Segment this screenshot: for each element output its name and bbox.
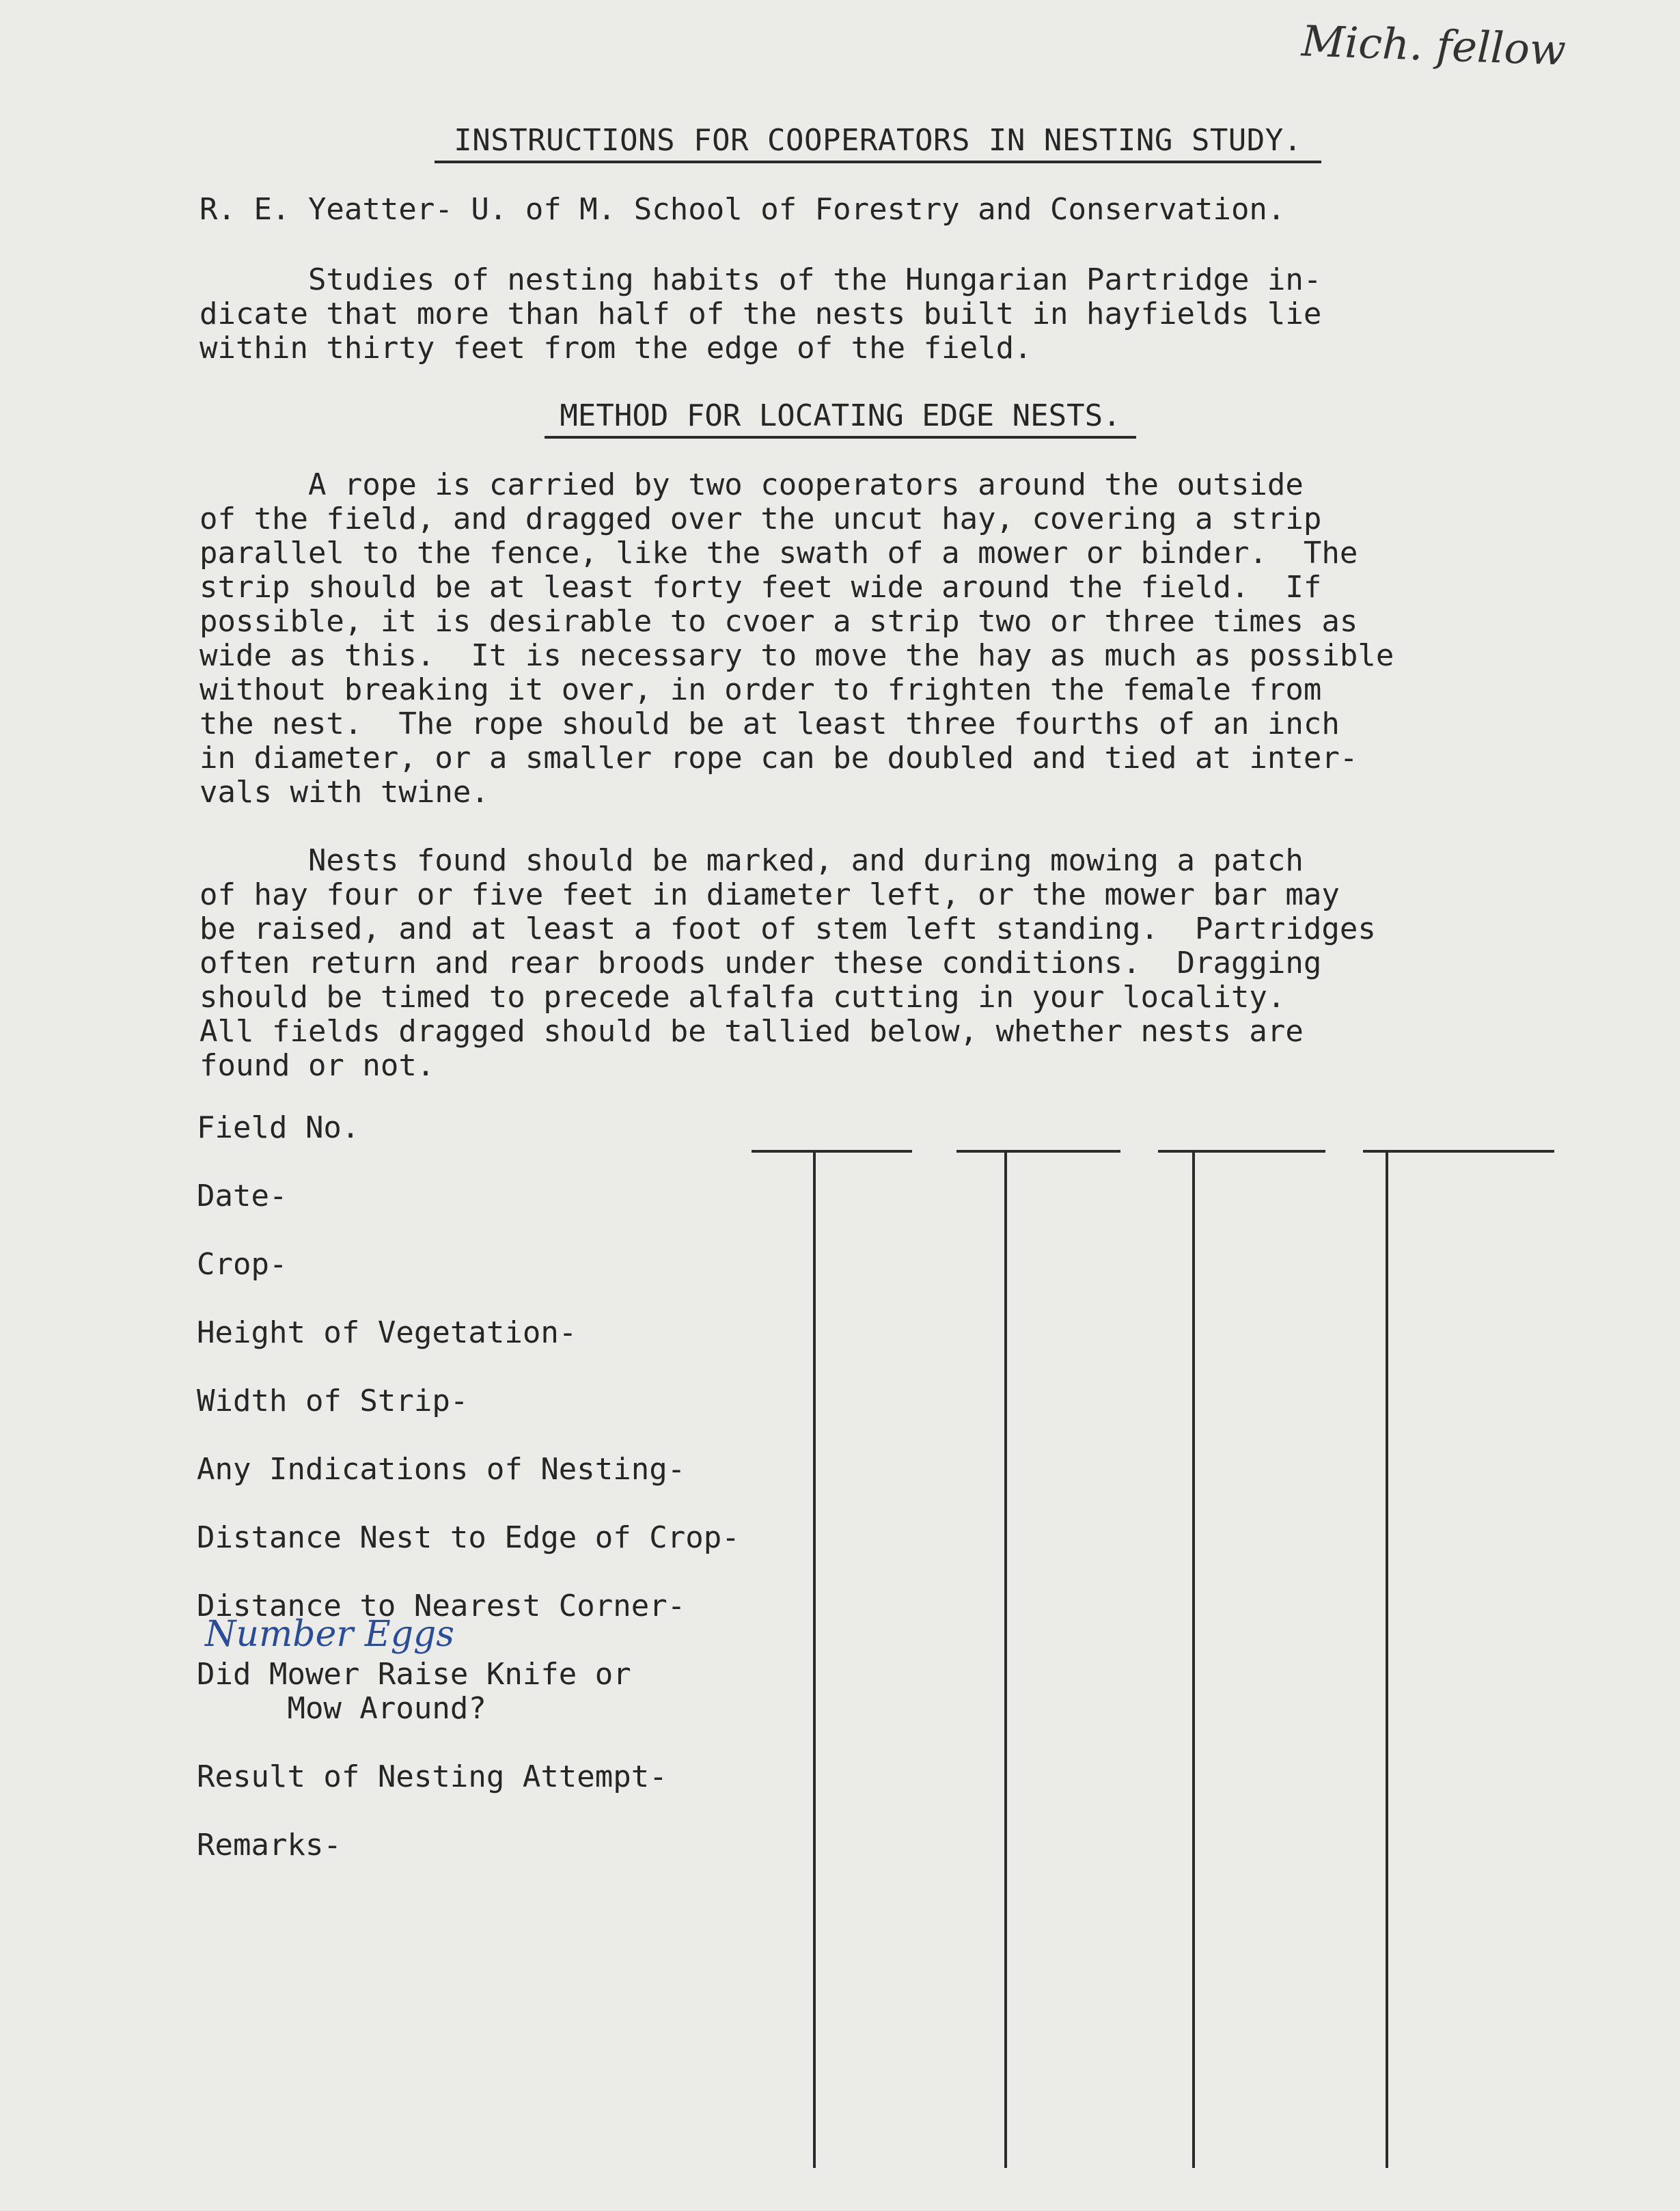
method-line: parallel to the fence, like the swath of a mower or binder. The — [199, 536, 1358, 571]
form-label-indications: Any Indications of Nesting- — [197, 1452, 686, 1487]
method-line: often return and rear broods under these conditions. Dragging — [199, 946, 1322, 980]
method-heading-text: METHOD FOR LOCATING EDGE NESTS. — [545, 398, 1135, 439]
method-paragraph-1 — [199, 468, 1394, 810]
form-label-crop: Crop- — [197, 1247, 288, 1282]
method-line: without breaking it over, in order to frighten the female from — [199, 672, 1322, 707]
method-line: found or not. — [199, 1048, 435, 1083]
method-line: possible, it is desirable to cvoer a strip two or three times as — [199, 604, 1358, 639]
intro-line: Studies of nesting habits of the Hungarian Partridge in- — [199, 262, 1322, 297]
method-line: A rope is carried by two cooperators around the outside — [199, 467, 1304, 502]
form-label-date: Date- — [197, 1179, 288, 1213]
method-paragraph-2 — [199, 844, 1376, 1083]
handwritten-note: Mich. fellow — [1300, 16, 1567, 75]
form-label-mower-2: Mow Around? — [197, 1691, 486, 1726]
method-line: of the field, and dragged over the uncut hay, covering a strip — [199, 502, 1322, 536]
column-4-rule — [1386, 1150, 1388, 2168]
method-line: vals with twine. — [199, 775, 489, 810]
form-label-distance-corner: Distance to Nearest Corner- — [197, 1589, 686, 1623]
column-2-header-rule — [956, 1150, 1120, 1153]
method-line: of hay four or five feet in diameter left, or the mower bar may — [199, 877, 1340, 912]
document-title-text: INSTRUCTIONS FOR COOPERATORS IN NESTING STUDY. — [435, 123, 1321, 163]
form-label-remarks: Remarks- — [197, 1828, 342, 1863]
method-line: strip should be at least forty feet wide around the field. If — [199, 570, 1322, 605]
column-3-header-rule — [1158, 1150, 1325, 1153]
method-line: be raised, and at least a foot of stem left standing. Partridges — [199, 911, 1376, 946]
handwritten-insert: Number Eggs — [205, 1614, 454, 1655]
form-label-height: Height of Vegetation- — [197, 1315, 577, 1350]
method-line: wide as this. It is necessary to move the hay as much as possible — [199, 638, 1394, 673]
form-label-result: Result of Nesting Attempt- — [197, 1759, 667, 1794]
form-label-mower-1: Did Mower Raise Knife or — [197, 1657, 631, 1692]
intro-line: within thirty feet from the edge of the field. — [199, 331, 1032, 366]
document-title — [362, 123, 1394, 163]
form-label-width: Width of Strip- — [197, 1384, 469, 1418]
column-1-header-rule — [752, 1150, 912, 1153]
intro-line: dicate that more than half of the nests built in hayfields lie — [199, 297, 1322, 331]
form-label-field-no: Field No. — [197, 1110, 360, 1145]
column-3-rule — [1192, 1150, 1195, 2168]
method-line: should be timed to precede alfalfa cutting in your locality. — [199, 980, 1286, 1015]
author-line: R. E. Yeatter- U. of M. School of Forestry and Conservation. — [199, 192, 1286, 227]
method-line: in diameter, or a smaller rope can be doubled and tied at inter- — [199, 741, 1358, 775]
column-2-rule — [1004, 1150, 1007, 2168]
method-line: the nest. The rope should be at least three fourths of an inch — [199, 706, 1340, 741]
method-line: Nests found should be marked, and during mowing a patch — [199, 843, 1304, 878]
column-4-header-rule — [1363, 1150, 1554, 1153]
method-line: All fields dragged should be tallied below, whether nests are — [199, 1014, 1304, 1049]
method-heading — [478, 398, 1202, 439]
column-1-rule — [813, 1150, 816, 2168]
intro-paragraph — [199, 263, 1321, 366]
form-label-distance-edge: Distance Nest to Edge of Crop- — [197, 1520, 740, 1555]
